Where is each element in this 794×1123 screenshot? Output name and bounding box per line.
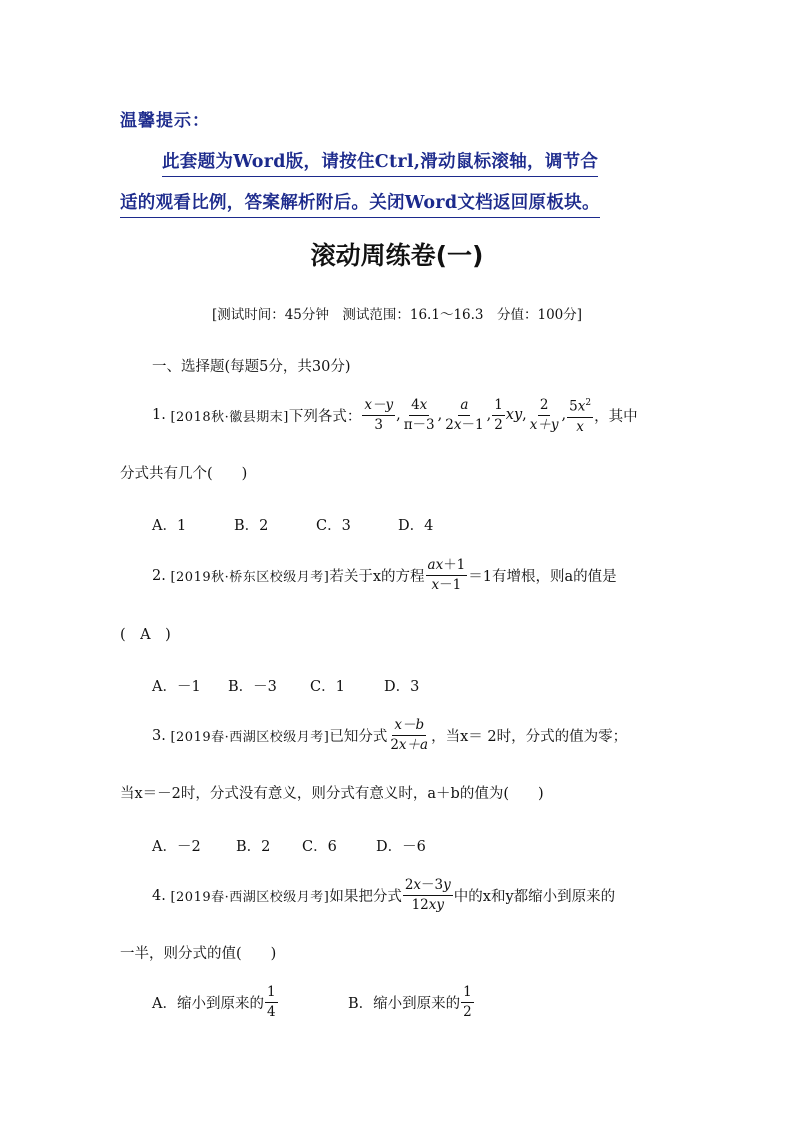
option-b: B．2 (234, 518, 269, 534)
question-lead: 若关于x的方程 (329, 569, 425, 585)
fraction-6: $\frac{5x^2}{x}$ (569, 398, 592, 435)
notice-line-1: 此套题为Word版，请按住Ctrl,滑动鼠标滚轴，调节合 (162, 148, 598, 177)
question-1: 1. [2018秋·徽县期末] 下列各式： $\frac{x-y}{3}$ , $\frac{4x}{\pi-3}$ , $\frac{a}{2x-1}$ , $\frac{1}{2}$ xy , $\frac{2}{x+y}$ , $\frac{5x^2}{x}$ ，其中 (152, 396, 638, 435)
question-2-options (152, 675, 419, 696)
fraction: $\frac{x-b}{2x+a}$ (390, 717, 429, 753)
question-number: 2. (152, 567, 166, 584)
question-1-cont: 分式共有几个( ) (120, 466, 248, 482)
question-3 (152, 718, 627, 753)
question-lead: 已知分式 (329, 729, 388, 745)
question-4-cont: 一半，则分式的值( ) (120, 946, 277, 962)
fraction: $\frac{ax+1}{x-1}$ (427, 557, 466, 593)
fraction-5: $\frac{2}{x+y}$ (529, 396, 559, 433)
fraction: $\frac{2x-3y}{12xy}$ (404, 877, 451, 913)
option-d: D．－6 (376, 839, 426, 855)
section-heading: 一、选择题(每题5分，共30分) (152, 359, 351, 375)
notice-line-2: 适的观看比例，答案解析附后。关闭Word文档返回原板块。 (120, 189, 600, 218)
option-d: D．3 (384, 679, 420, 695)
notice-heading: 温馨提示： (120, 111, 210, 131)
question-number: 4. (152, 887, 166, 904)
question-lead: 如果把分式 (329, 889, 402, 905)
question-tail: ，其中 (594, 408, 638, 425)
option-c: C．3 (316, 518, 351, 534)
fraction-quarter: $\frac{1}{4}$ (266, 984, 276, 1020)
page-title: 滚动周练卷(一) (310, 241, 484, 270)
question-lead: 下列各式： (288, 408, 362, 425)
option-a: A．1 (152, 518, 187, 534)
option-a-text: A．缩小到原来的 (152, 996, 264, 1012)
test-meta: [测试时间：45分钟 测试范围：16.1～16.3 分值：100分] (211, 307, 583, 323)
question-2 (152, 558, 617, 593)
question-tail: ，当x＝ 2时，分式的值为零； (431, 729, 628, 745)
question-source: [2019秋·桥东区校级月考] (170, 570, 330, 585)
fraction-4: $\frac{1}{2}$ (494, 396, 503, 433)
question-number: 3. (152, 727, 166, 744)
option-c: C．6 (302, 839, 337, 855)
option-b: B．2 (236, 839, 271, 855)
option-a: A．－1 (152, 679, 201, 695)
fraction-half: $\frac{1}{2}$ (463, 984, 472, 1020)
question-number: 1. (152, 407, 166, 424)
question-2-answer: ( A ) (120, 627, 171, 643)
fraction-2: $\frac{4x}{\pi-3}$ (403, 396, 435, 433)
question-4-option-a (152, 985, 279, 1020)
question-4 (152, 878, 615, 913)
question-3-cont: 当x＝－2时，分式没有意义，则分式有意义时，a＋b的值为( ) (120, 786, 544, 802)
fraction-1: $\frac{x-y}{3}$ (364, 396, 394, 433)
option-b-text: B．缩小到原来的 (348, 996, 461, 1012)
question-source: [2018秋·徽县期末] (170, 409, 289, 425)
option-d: D．4 (398, 518, 434, 534)
question-source: [2019春·西湖区校级月考] (170, 890, 330, 905)
option-a: A．－2 (152, 839, 201, 855)
question-4-option-b (348, 985, 475, 1020)
question-tail: ＝1有增根，则a的值是 (468, 569, 617, 585)
question-3-options (152, 835, 426, 856)
question-tail: 中的x和y都缩小到原来的 (453, 889, 616, 905)
question-source: [2019春·西湖区校级月考] (170, 730, 330, 745)
question-1-options (152, 514, 433, 535)
option-b: B．－3 (228, 679, 277, 695)
option-c: C．1 (310, 679, 345, 695)
fraction-3: $\frac{a}{2x-1}$ (445, 396, 484, 433)
